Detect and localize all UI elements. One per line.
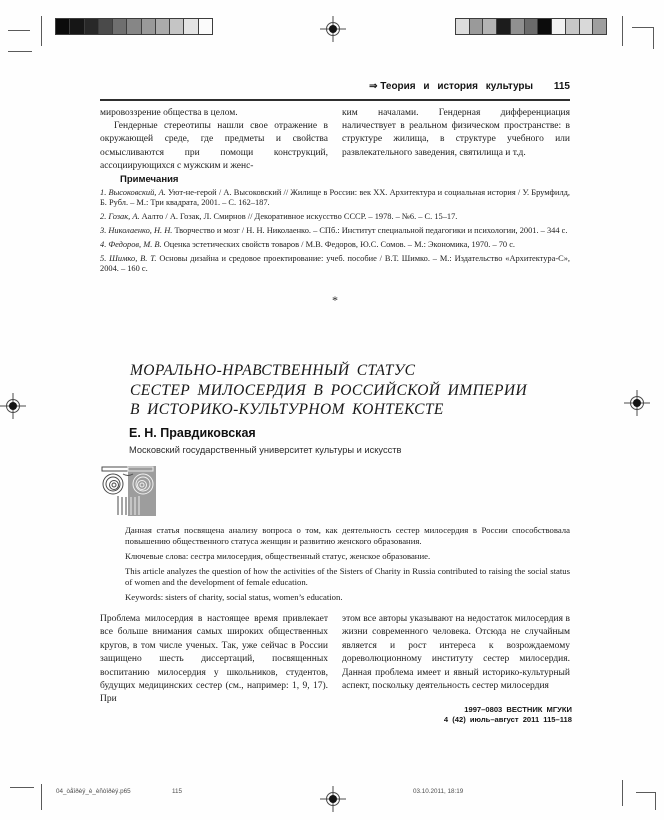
running-head [100, 81, 570, 92]
calibration-swatch [497, 18, 511, 35]
calibration-swatch [538, 18, 552, 35]
crop-mark [655, 792, 656, 810]
page-number: 115 [553, 81, 570, 92]
reference-author: 4. Федоров, М. В. [100, 240, 162, 250]
reference-text: Уют-не-герой / А. Высоковский // Жилище в России: век XX. Архитектура и социальная история / У. Брумфилд, Б. Рубл. – М.: Три квадрата, 2001. – С. 162–187. [100, 188, 571, 208]
reference-text: Оценка эстетических свойств товаров / М.В. Федоров, Ю.С. Сомов. – М.: Экономика, 1970. – 70 с. [161, 240, 516, 250]
reference-author: 3. Николаенко, Н. Н. [100, 226, 173, 236]
calibration-swatch [483, 18, 497, 35]
imprint-page-number: 115 [172, 788, 183, 795]
registration-mark-icon [624, 390, 650, 416]
paragraph: Гендерные стереотипы нашли свое отражение в окружающей среде, где предметы и свойства осмысливаются при помощи конструкций, ассоциирующихся с мужским и женс- [100, 121, 328, 171]
calibration-swatch [593, 18, 607, 35]
reference-author: 5. Шимко, В. Т. [100, 254, 157, 264]
grayscale-calibration-bar [55, 18, 213, 35]
keywords-ru: Ключевые слова: сестра милосердия, общественный статус, женское образование. [125, 551, 431, 561]
reference-item [100, 188, 570, 209]
calibration-swatch [170, 18, 184, 35]
calibration-swatch [511, 18, 525, 35]
body-column-right [342, 613, 570, 707]
calibration-swatch [99, 18, 113, 35]
calibration-swatch [156, 18, 170, 35]
reference-text: Основы дизайна и средовое проектирование: учеб. пособие / В.Т. Шимко. – М.: Издательство «Архитектура-С», 2004. – 160 с. [100, 254, 570, 274]
calibration-swatch [70, 18, 84, 35]
issue-pages-line: 4 (42) июль–август 2011 115–118 [443, 715, 572, 724]
journal-footer [100, 705, 572, 725]
section-title: Теория и история культуры [380, 81, 534, 92]
calibration-swatch [525, 18, 539, 35]
header-rule [100, 99, 570, 101]
title-line: СЕСТЕР МИЛОСЕРДИЯ В РОССИЙСКОЙ ИМПЕРИИ [130, 381, 528, 399]
reference-author: 1. Высоковский, А. [100, 188, 166, 197]
reference-text: Аалто / А. Гозак, Л. Смирнов // Декоративное искусство СССР. – 1978. – №6. – С. 15–17. [139, 212, 458, 222]
crop-mark [8, 51, 32, 52]
keywords-en: Keywords: sisters of charity, social status, women’s education. [125, 592, 343, 602]
arrow-icon: ⇒ [369, 81, 378, 92]
issn-journal-line: 1997–0803 ВЕСТНИК МГУКИ [464, 705, 572, 714]
calibration-swatch [552, 18, 566, 35]
calibration-swatch [142, 18, 156, 35]
imprint-datetime: 03.10.2011, 18:19 [413, 788, 464, 795]
registration-mark-icon [320, 16, 346, 42]
title-line: В ИСТОРИКО-КУЛЬТУРНОМ КОНТЕКСТЕ [130, 401, 444, 418]
previous-article-text [100, 107, 570, 173]
calibration-swatch [455, 18, 470, 35]
reference-text: Творчество и мозг / Н. Н. Николаенко. – СПб.: Институт специальной педагогики и психологии, 2001. – 344 с. [172, 226, 568, 236]
crop-mark [653, 27, 654, 49]
calibration-swatch [55, 18, 70, 35]
section-separator: * [332, 293, 338, 307]
calibration-swatch [184, 18, 198, 35]
calibration-swatch [566, 18, 580, 35]
grayscale-calibration-bar [455, 18, 607, 35]
reference-item [100, 226, 570, 236]
calibration-swatch [113, 18, 127, 35]
notes-list [100, 188, 570, 278]
calibration-swatch [127, 18, 141, 35]
title-line: МОРАЛЬНО-НРАВСТВЕННЫЙ СТАТУС [130, 362, 416, 379]
article-title [130, 361, 570, 420]
abstract-en: This article analyzes the question of how the activities of the Sisters of Charity in Russia contributed to raising the social status of women and the development of female education. [125, 566, 570, 587]
crop-mark [632, 27, 654, 28]
registration-mark-icon [320, 786, 346, 812]
calibration-swatch [580, 18, 594, 35]
calibration-swatch [199, 18, 213, 35]
reference-item [100, 240, 570, 250]
paragraph: ким началами. Гендерная дифференциация наличествует в реальном физическом пространстве: в структуре жилища, в структуре учебного или развлекательного заведения, святилища и т.д. [342, 108, 570, 158]
article-body [100, 613, 570, 707]
author-affiliation: Московский государственный университет культуры и искусств [129, 445, 402, 455]
text-column-right [342, 107, 570, 173]
crop-mark [636, 792, 656, 793]
imprint-filename: 04_òåîðèÿ_è_èñòîðèÿ.p65 [56, 788, 131, 795]
paragraph: мировоззрение общества в целом. [100, 108, 238, 118]
body-column-left [100, 613, 328, 707]
text-column-left [100, 107, 328, 173]
crop-mark [41, 16, 42, 46]
crop-mark [41, 784, 42, 810]
notes-heading: Примечания [120, 174, 179, 185]
registration-mark-icon [0, 393, 26, 419]
author-name: Е. Н. Правдиковская [129, 426, 256, 440]
ionic-capital-ornament-image [100, 466, 156, 516]
crop-mark [622, 16, 623, 46]
crop-mark [10, 787, 34, 788]
paragraph: Проблема милосердия в настоящее время привлекает все больше внимания самых широких общественных кругов, в том числе ученых. Так, уже сейчас в России защищено шесть диссертаций, посвященных воспитанию милосердия у школьников, студентов, будущих медицинских сестер (см., например: 1, 9, 17). При [100, 614, 328, 705]
abstract-ru: Данная статья посвящена анализу вопроса о том, как деятельность сестер милосердия в России способствовала повышению общественного статуса женщин и развитию женского образования. [125, 525, 570, 546]
reference-item [100, 254, 570, 275]
calibration-swatch [85, 18, 99, 35]
reference-item [100, 212, 570, 222]
calibration-swatch [470, 18, 484, 35]
paragraph: этом все авторы указывают на недостаток милосердия в жизни современного человека. Отсюда не случайным является и рост интереса к возрождаемому дореволюционному институту сестер милосердия. Данная проблема имеет и явный историко-культурный аспект, поскольку деятельность сестер милосердия [342, 614, 570, 692]
reference-author: 2. Гозак, А. [100, 212, 140, 222]
crop-mark [8, 30, 30, 31]
abstract-block [125, 525, 570, 607]
crop-mark [622, 780, 623, 806]
